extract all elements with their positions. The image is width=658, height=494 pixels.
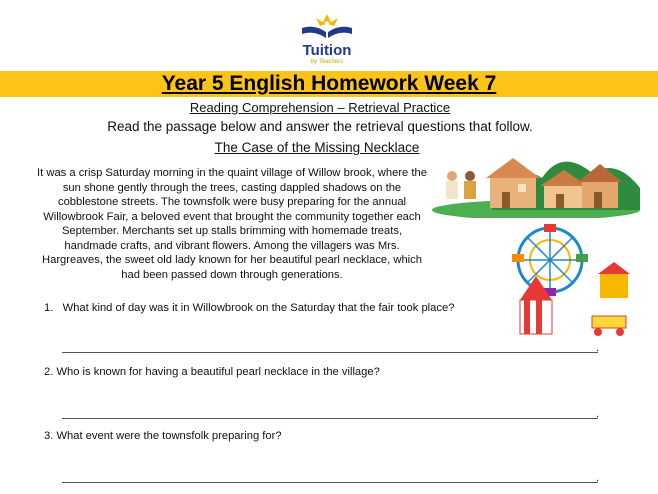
answer-line-3[interactable] <box>62 482 598 483</box>
story-title: The Case of the Missing Necklace <box>214 140 420 155</box>
question-2: 2. Who is known for having a beautiful pearl necklace in the village? <box>44 366 380 378</box>
book-icon <box>292 8 362 44</box>
answer-line-end-1: . <box>596 342 600 354</box>
question-1: 1. What kind of day was it in Willowbrook on the Saturday that the fair took place? <box>44 302 455 314</box>
logo-tagline: by Teachers <box>310 59 344 65</box>
page-title: Year 5 English Homework Week 7 <box>161 72 497 95</box>
question-3: 3. What event were the townsfolk preparing for? <box>44 430 282 442</box>
reading-passage: It was a crisp Saturday morning in the quaint village of Willow brook, where the sun shone gently through the trees, casting dappled shadows on the cobblestone streets. The townsfolk were busy preparing for the annual Willowbrook Fair, a beloved event that brought the community together each September. Merchants set up stalls brimming with homemade treats, handmade crafts, and vibrant flowers. Among the villagers was Mrs. Hargreaves, the sweet old lady known for her beautiful pearl necklace, which had been passed down through generations. <box>37 167 427 281</box>
logo-name: Tuition <box>302 42 352 59</box>
tuition-logo <box>292 8 362 70</box>
answer-line-end-3: . <box>596 472 600 484</box>
fair-illustration <box>508 222 640 342</box>
answer-line-2[interactable] <box>62 418 598 419</box>
answer-line-1[interactable] <box>62 352 598 353</box>
instruction-text: Read the passage below and answer the retrieval questions that follow. <box>107 119 533 134</box>
subtitle: Reading Comprehension – Retrieval Practice <box>189 100 451 115</box>
village-illustration <box>432 148 640 218</box>
answer-line-end-2: . <box>596 408 600 420</box>
